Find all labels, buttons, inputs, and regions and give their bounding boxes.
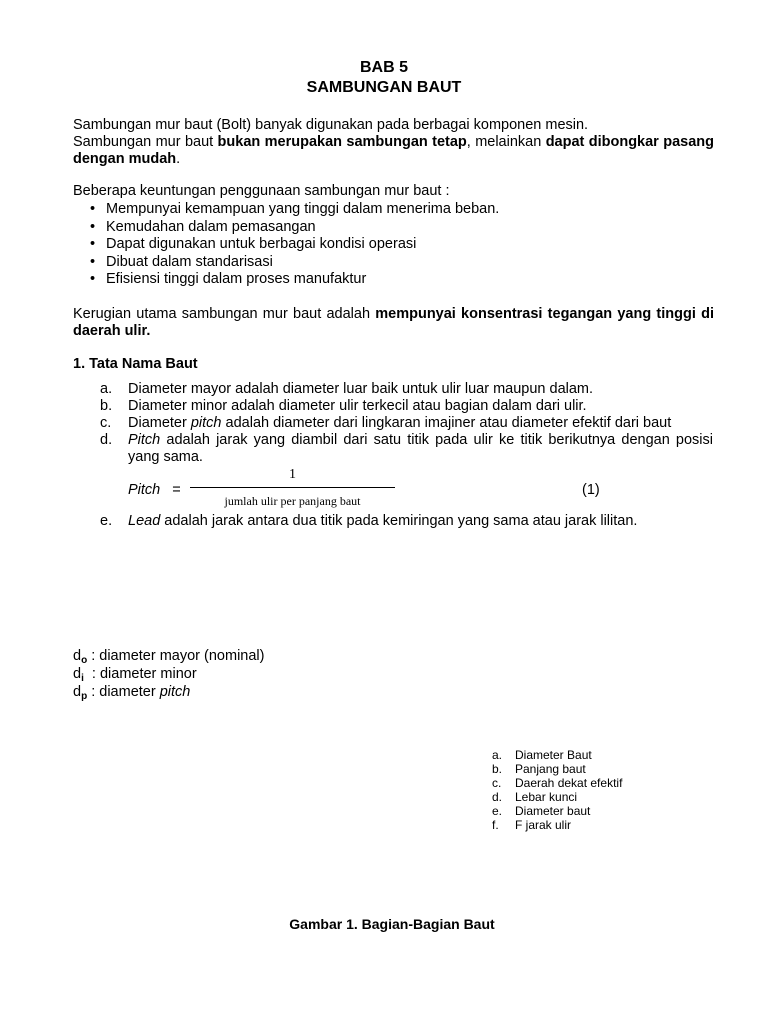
legend-marker: f.: [492, 817, 499, 832]
formula-numerator: 1: [289, 467, 296, 482]
formula-denominator: jumlah ulir per panjang baut: [224, 494, 361, 508]
definition-symbol: d: [73, 666, 82, 682]
item-term: Lead: [128, 513, 161, 529]
intro-text: .: [176, 151, 181, 167]
chapter-title: SAMBUNGAN BAUT: [306, 79, 462, 96]
item-text: adalah jarak antara dua titik pada kemiringan yang sama atau jarak lilitan.: [160, 513, 638, 529]
intro-line-2: [73, 134, 714, 168]
nomenclature-item: [73, 415, 713, 432]
legend-item: [492, 791, 622, 805]
definition-row: [73, 648, 264, 666]
legend-item: [492, 749, 622, 763]
definition-subscript: i: [81, 673, 84, 684]
chapter-number: BAB 5: [359, 59, 408, 76]
definition-symbol: d: [73, 684, 82, 700]
definition-term: pitch: [159, 684, 191, 700]
item-term: Pitch: [128, 432, 161, 448]
definition-subscript: o: [81, 655, 88, 666]
advantage-item: • Efisiensi tinggi dalam proses manufaktur: [73, 271, 714, 289]
legend-text: F jarak ulir: [515, 817, 572, 832]
definition-text: : diameter: [87, 684, 160, 700]
formula-lhs: Pitch: [128, 482, 161, 498]
legend-marker: a.: [492, 748, 503, 762]
item-text: Diameter: [128, 415, 191, 431]
definition-subscript: p: [81, 691, 88, 702]
intro-line-1: Sambungan mur baut (Bolt) banyak digunakan pada berbagai komponen mesin.: [73, 117, 589, 133]
item-text: adalah diameter dari lingkaran imajiner atau diameter efektif dari baut: [221, 415, 672, 431]
legend-item: [492, 777, 622, 791]
item-text: Diameter minor adalah diameter ulir terkecil atau bagian dalam dari ulir.: [128, 398, 587, 414]
item-marker: c.: [100, 415, 112, 431]
formula-equals: =: [172, 482, 181, 498]
nomenclature-item: [73, 513, 713, 530]
definitions: [73, 648, 264, 702]
legend-item: [492, 763, 622, 777]
advantages-list: [73, 201, 714, 289]
legend-text: Diameter baut: [515, 803, 591, 818]
legend-text: Daerah dekat efektif: [515, 775, 623, 790]
item-marker: a.: [100, 381, 113, 397]
section-heading: 1. Tata Nama Baut: [73, 356, 198, 372]
item-text: Diameter mayor adalah diameter luar baik untuk ulir luar maupun dalam.: [128, 381, 594, 397]
legend-text: Panjang baut: [515, 761, 586, 776]
intro-text: , melainkan: [466, 134, 546, 150]
nomenclature-item: [73, 432, 713, 466]
definition-row: [73, 684, 264, 702]
item-marker: d.: [100, 432, 113, 448]
legend-marker: e.: [492, 803, 503, 818]
disadvantage-text: Kerugian utama sambungan mur baut adalah: [73, 306, 376, 322]
advantage-item: • Dapat digunakan untuk berbagai kondisi operasi: [73, 236, 714, 254]
legend-marker: c.: [492, 775, 502, 790]
intro-text: Sambungan mur baut: [73, 134, 218, 150]
definition-text: : diameter mayor (nominal): [87, 648, 265, 664]
item-term: pitch: [190, 415, 222, 431]
nomenclature-list: [73, 381, 713, 466]
intro-emphasis-1: bukan merupakan sambungan tetap: [217, 134, 467, 150]
legend-marker: d.: [492, 789, 503, 804]
item-marker: e.: [100, 513, 113, 529]
legend-text: Lebar kunci: [515, 789, 578, 804]
legend-text: Diameter Baut: [515, 748, 592, 762]
nomenclature-item: [73, 381, 713, 398]
advantage-item: • Kemudahan dalam pemasangan: [73, 219, 714, 237]
definition-symbol: d: [73, 648, 82, 664]
disadvantage-paragraph: [73, 306, 714, 340]
disadvantage-emphasis: mempunyai konsentrasi tegangan yang tinggi di daerah ulir.: [73, 306, 715, 339]
legend-item: [492, 805, 622, 819]
intro-emphasis-2: dapat dibongkar pasang dengan mudah: [73, 134, 714, 167]
advantage-item: • Mempunyai kemampuan yang tinggi dalam menerima beban.: [73, 201, 714, 219]
equation-number: (1): [582, 482, 600, 498]
nomenclature-item: [73, 398, 713, 415]
item-content: [128, 513, 637, 530]
figure-caption: Gambar 1. Bagian-Bagian Baut: [289, 916, 495, 932]
item-marker: b.: [100, 398, 113, 414]
formula: [128, 482, 181, 498]
advantage-item: • Dibuat dalam standarisasi: [73, 254, 714, 272]
figure-legend: [492, 749, 622, 832]
legend-item: [492, 819, 622, 833]
definition-text: : diameter minor: [83, 666, 197, 682]
legend-marker: b.: [492, 761, 503, 776]
advantages-lead: Beberapa keuntungan penggunaan sambungan mur baut :: [73, 183, 450, 199]
definition-row: [73, 666, 264, 684]
fraction-bar: [190, 487, 395, 488]
item-text: adalah jarak yang diambil dari satu titik pada ulir ke titik berikutnya dengan posisi yang sama.: [128, 432, 713, 465]
